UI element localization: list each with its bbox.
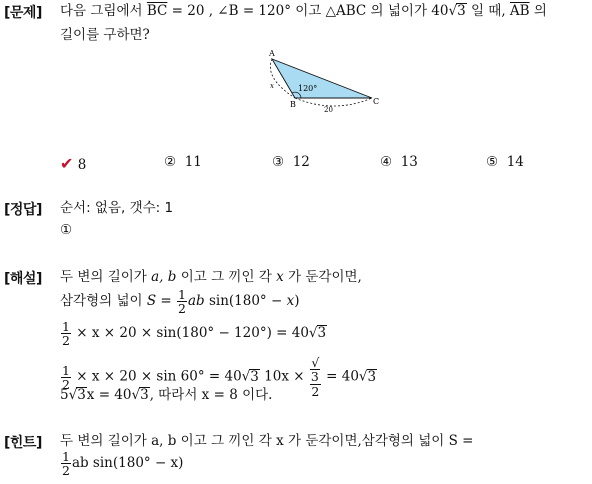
choice-2-value: 11 <box>184 154 202 170</box>
choice-3[interactable] <box>272 154 310 170</box>
vertex-c-label: C <box>373 97 380 106</box>
explanation-line-4: $\frac{1}{2}$ × x × 20 × sin 60° = 40√3 10x × √ 3 2 = 40√3 <box>62 355 377 399</box>
checkmark-icon: ✔ <box>60 154 74 173</box>
vertex-b-label: B <box>290 100 296 109</box>
side-bc-dimension <box>295 98 372 106</box>
choice-3-value: 12 <box>292 154 310 170</box>
answer-tag: [정답] <box>4 202 42 218</box>
circled-number-3-icon: ③ <box>272 154 285 170</box>
explanation-line-2: 삼각형의 넓이 S = $\frac{1}{2}$ ab sin(180° − x) <box>60 287 300 316</box>
choice-1-value: 8 <box>77 157 87 173</box>
fraction-half: $\frac{1}{2}$ <box>62 362 70 392</box>
fraction-half: $\frac{1}{2}$ <box>178 287 186 316</box>
explanation-line-3: $\frac{1}{2}$ × x × 20 × sin(180° − 120°) = 40√3 <box>62 319 327 348</box>
side-bc-label: 20 <box>324 106 333 114</box>
answer-order: 순서: 없음, 갯수: 1 <box>60 200 174 216</box>
circled-number-4-icon: ④ <box>380 154 393 170</box>
segment-ab: $\overline{AB}$ <box>509 3 530 19</box>
circled-number-5-icon: ⑤ <box>486 154 499 170</box>
problem-line-2: 길이를 구하면? <box>60 27 150 43</box>
choice-1[interactable] <box>60 154 86 173</box>
triangle-figure <box>262 48 386 114</box>
problem-line-1: 다음 그림에서 $\overline{BC} = 20$ , ∠B = 120° 이고 △ABC 의 넓이가 40√3 일 때, $\overline{AB}$ 의 <box>60 3 547 19</box>
choice-4-value: 13 <box>400 154 418 170</box>
choice-5-value: 14 <box>506 154 524 170</box>
triangle-abc <box>272 59 372 98</box>
problem-tag: [문제] <box>4 5 42 21</box>
answer-value: ① <box>60 222 73 238</box>
vertex-a-label: A <box>269 49 275 58</box>
hint-line-1: 두 변의 길이가 a, b 이고 그 끼인 각 x 가 둔각이면,삼각형의 넓이 S = <box>60 433 474 449</box>
fraction-half: $\frac{1}{2}$ <box>62 319 70 348</box>
choices <box>60 154 590 174</box>
choice-2[interactable] <box>164 154 202 170</box>
explanation-line-5: 5√3x = 40√3, 따라서 x = 8 이다. <box>60 387 273 403</box>
hint-tag: [힌트] <box>4 435 42 451</box>
fraction-half: $\frac{1}{2}$ <box>62 449 70 478</box>
segment-bc: $\overline{BC}$ <box>146 3 168 19</box>
angle-label: 120° <box>298 84 318 93</box>
choice-4[interactable] <box>380 154 418 170</box>
explanation-line-1: 두 변의 길이가 a, b 이고 그 끼인 각 x 가 둔각이면, <box>60 269 362 285</box>
fraction-sqrt3-over-2: √ 3 2 <box>310 355 320 399</box>
choice-5[interactable] <box>486 154 524 170</box>
side-ab-label: x <box>270 82 274 90</box>
explanation-tag: [해설] <box>4 271 42 287</box>
circled-number-2-icon: ② <box>164 154 177 170</box>
hint-line-2: $\frac{1}{2}$ ab sin(180° − x) <box>62 449 184 478</box>
